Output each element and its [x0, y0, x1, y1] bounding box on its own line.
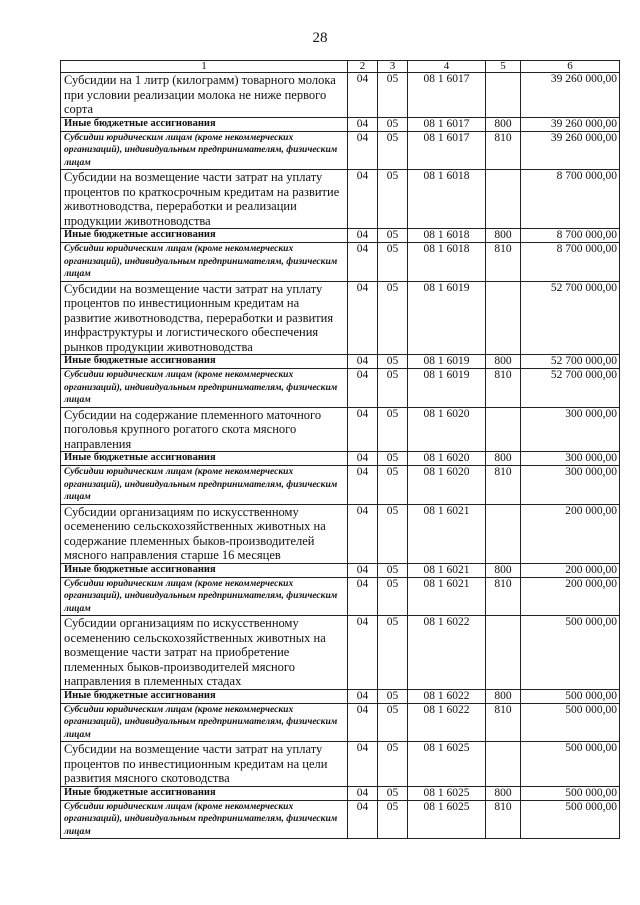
amount-cell: 300 000,00 [521, 452, 620, 466]
subsection-code-cell: 05 [378, 131, 408, 170]
table-row [61, 577, 620, 616]
amount-cell: 500 000,00 [521, 786, 620, 800]
subsection-code-cell: 05 [378, 466, 408, 505]
expense-type-cell: 810 [486, 466, 521, 505]
target-article-cell: 08 1 6019 [408, 355, 486, 369]
row-name-cell: Иные бюджетные ассигнования [61, 563, 348, 577]
subsection-code-cell: 05 [378, 616, 408, 690]
expense-type-cell: 800 [486, 355, 521, 369]
table-row [61, 407, 620, 452]
table-row [61, 504, 620, 563]
target-article-cell: 08 1 6020 [408, 466, 486, 505]
expense-type-cell: 800 [486, 452, 521, 466]
target-article-cell: 08 1 6018 [408, 229, 486, 243]
section-code-cell: 04 [348, 703, 378, 742]
subsection-code-cell: 05 [378, 243, 408, 282]
table-row [61, 616, 620, 690]
expense-type-cell: 800 [486, 229, 521, 243]
target-article-cell: 08 1 6021 [408, 577, 486, 616]
section-code-cell: 04 [348, 369, 378, 408]
amount-cell: 52 700 000,00 [521, 281, 620, 355]
table-row [61, 689, 620, 703]
column-header: 1 [61, 61, 348, 73]
amount-cell: 8 700 000,00 [521, 170, 620, 229]
table-row [61, 355, 620, 369]
row-name-cell: Субсидии организациям по искусственному осеменению сельскохозяйственных животных на возмещение части затрат на приобретение племенных быков-производителей мясного направления в племенных стадах [61, 616, 348, 690]
subsection-code-cell: 05 [378, 355, 408, 369]
table-row [61, 786, 620, 800]
expense-type-cell: 810 [486, 800, 521, 839]
section-code-cell: 04 [348, 800, 378, 839]
expense-type-cell [486, 281, 521, 355]
amount-cell: 8 700 000,00 [521, 243, 620, 282]
table-row [61, 466, 620, 505]
expense-type-cell: 800 [486, 689, 521, 703]
row-name-cell: Иные бюджетные ассигнования [61, 355, 348, 369]
subsection-code-cell: 05 [378, 689, 408, 703]
section-code-cell: 04 [348, 616, 378, 690]
row-name-cell: Субсидии юридическим лицам (кроме некоммерческих организаций), индивидуальным предпринимателям, физическим лицам [61, 800, 348, 839]
section-code-cell: 04 [348, 466, 378, 505]
expense-type-cell: 810 [486, 131, 521, 170]
row-name-cell: Субсидии юридическим лицам (кроме некоммерческих организаций), индивидуальным предпринимателям, физическим лицам [61, 703, 348, 742]
amount-cell: 500 000,00 [521, 689, 620, 703]
subsection-code-cell: 05 [378, 742, 408, 787]
amount-cell: 500 000,00 [521, 703, 620, 742]
subsection-code-cell: 05 [378, 563, 408, 577]
expense-type-cell: 800 [486, 563, 521, 577]
table-row [61, 452, 620, 466]
row-name-cell: Субсидии юридическим лицам (кроме некоммерческих организаций), индивидуальным предпринимателям, физическим лицам [61, 577, 348, 616]
column-header: 2 [348, 61, 378, 73]
row-name-cell: Субсидии на возмещение части затрат на уплату процентов по краткосрочным кредитам на развитие животноводства, переработки и реализации продукции животноводства [61, 170, 348, 229]
amount-cell: 500 000,00 [521, 616, 620, 690]
section-code-cell: 04 [348, 243, 378, 282]
expense-type-cell [486, 170, 521, 229]
subsection-code-cell: 05 [378, 229, 408, 243]
table-row [61, 131, 620, 170]
table-row [61, 369, 620, 408]
amount-cell: 39 260 000,00 [521, 131, 620, 170]
amount-cell: 500 000,00 [521, 800, 620, 839]
amount-cell: 300 000,00 [521, 466, 620, 505]
expense-type-cell [486, 742, 521, 787]
target-article-cell: 08 1 6020 [408, 452, 486, 466]
row-name-cell: Субсидии на содержание племенного маточного поголовья крупного рогатого скота мясного направления [61, 407, 348, 452]
target-article-cell: 08 1 6017 [408, 117, 486, 131]
row-name-cell: Иные бюджетные ассигнования [61, 452, 348, 466]
expense-type-cell [486, 504, 521, 563]
section-code-cell: 04 [348, 563, 378, 577]
section-code-cell: 04 [348, 452, 378, 466]
row-name-cell: Иные бюджетные ассигнования [61, 229, 348, 243]
row-name-cell: Иные бюджетные ассигнования [61, 689, 348, 703]
section-code-cell: 04 [348, 577, 378, 616]
row-name-cell: Субсидии на возмещение части затрат на уплату процентов по инвестиционным кредитам на цели развития мясного скотоводства [61, 742, 348, 787]
subsection-code-cell: 05 [378, 170, 408, 229]
amount-cell: 39 260 000,00 [521, 73, 620, 118]
section-code-cell: 04 [348, 355, 378, 369]
table-row [61, 563, 620, 577]
table-row [61, 117, 620, 131]
subsection-code-cell: 05 [378, 800, 408, 839]
amount-cell: 500 000,00 [521, 742, 620, 787]
amount-cell: 52 700 000,00 [521, 369, 620, 408]
section-code-cell: 04 [348, 229, 378, 243]
amount-cell: 200 000,00 [521, 504, 620, 563]
row-name-cell: Субсидии юридическим лицам (кроме некоммерческих организаций), индивидуальным предпринимателям, физическим лицам [61, 369, 348, 408]
row-name-cell: Иные бюджетные ассигнования [61, 117, 348, 131]
row-name-cell: Субсидии юридическим лицам (кроме некоммерческих организаций), индивидуальным предпринимателям, физическим лицам [61, 131, 348, 170]
target-article-cell: 08 1 6021 [408, 504, 486, 563]
target-article-cell: 08 1 6017 [408, 73, 486, 118]
row-name-cell: Субсидии юридическим лицам (кроме некоммерческих организаций), индивидуальным предпринимателям, физическим лицам [61, 466, 348, 505]
column-header: 5 [486, 61, 521, 73]
table-row [61, 170, 620, 229]
subsection-code-cell: 05 [378, 504, 408, 563]
amount-cell: 8 700 000,00 [521, 229, 620, 243]
section-code-cell: 04 [348, 786, 378, 800]
target-article-cell: 08 1 6022 [408, 689, 486, 703]
table-row [61, 703, 620, 742]
target-article-cell: 08 1 6025 [408, 800, 486, 839]
amount-cell: 52 700 000,00 [521, 355, 620, 369]
subsection-code-cell: 05 [378, 73, 408, 118]
target-article-cell: 08 1 6022 [408, 616, 486, 690]
expense-type-cell: 800 [486, 117, 521, 131]
subsection-code-cell: 05 [378, 369, 408, 408]
section-code-cell: 04 [348, 117, 378, 131]
table-row [61, 229, 620, 243]
row-name-cell: Субсидии юридическим лицам (кроме некоммерческих организаций), индивидуальным предпринимателям, физическим лицам [61, 243, 348, 282]
subsection-code-cell: 05 [378, 786, 408, 800]
table-header-row [61, 61, 620, 73]
budget-table [60, 60, 620, 839]
section-code-cell: 04 [348, 131, 378, 170]
table-row [61, 281, 620, 355]
table-row [61, 243, 620, 282]
expense-type-cell: 810 [486, 577, 521, 616]
expense-type-cell: 810 [486, 703, 521, 742]
section-code-cell: 04 [348, 281, 378, 355]
column-header: 6 [521, 61, 620, 73]
amount-cell: 39 260 000,00 [521, 117, 620, 131]
target-article-cell: 08 1 6025 [408, 786, 486, 800]
subsection-code-cell: 05 [378, 452, 408, 466]
expense-type-cell [486, 73, 521, 118]
subsection-code-cell: 05 [378, 703, 408, 742]
amount-cell: 300 000,00 [521, 407, 620, 452]
amount-cell: 200 000,00 [521, 577, 620, 616]
subsection-code-cell: 05 [378, 407, 408, 452]
row-name-cell: Иные бюджетные ассигнования [61, 786, 348, 800]
budget-table-body [61, 61, 620, 839]
subsection-code-cell: 05 [378, 117, 408, 131]
section-code-cell: 04 [348, 407, 378, 452]
row-name-cell: Субсидии на 1 литр (килограмм) товарного молока при условии реализации молока не ниже первого сорта [61, 73, 348, 118]
expense-type-cell: 800 [486, 786, 521, 800]
column-header: 3 [378, 61, 408, 73]
expense-type-cell [486, 407, 521, 452]
section-code-cell: 04 [348, 689, 378, 703]
section-code-cell: 04 [348, 170, 378, 229]
target-article-cell: 08 1 6019 [408, 369, 486, 408]
target-article-cell: 08 1 6025 [408, 742, 486, 787]
section-code-cell: 04 [348, 73, 378, 118]
row-name-cell: Субсидии организациям по искусственному осеменению сельскохозяйственных животных на содержание племенных быков-производителей мясного направления старше 16 месяцев [61, 504, 348, 563]
page-number: 28 [312, 30, 328, 46]
section-code-cell: 04 [348, 742, 378, 787]
target-article-cell: 08 1 6017 [408, 131, 486, 170]
section-code-cell: 04 [348, 504, 378, 563]
target-article-cell: 08 1 6021 [408, 563, 486, 577]
target-article-cell: 08 1 6018 [408, 170, 486, 229]
target-article-cell: 08 1 6022 [408, 703, 486, 742]
amount-cell: 200 000,00 [521, 563, 620, 577]
target-article-cell: 08 1 6020 [408, 407, 486, 452]
subsection-code-cell: 05 [378, 281, 408, 355]
expense-type-cell [486, 616, 521, 690]
subsection-code-cell: 05 [378, 577, 408, 616]
row-name-cell: Субсидии на возмещение части затрат на уплату процентов по инвестиционным кредитам на развитие животноводства, переработки и развития инфраструктуры и логистического обеспечения рынков продукции животноводства [61, 281, 348, 355]
table-row [61, 73, 620, 118]
target-article-cell: 08 1 6018 [408, 243, 486, 282]
column-header: 4 [408, 61, 486, 73]
expense-type-cell: 810 [486, 369, 521, 408]
table-row [61, 800, 620, 839]
expense-type-cell: 810 [486, 243, 521, 282]
target-article-cell: 08 1 6019 [408, 281, 486, 355]
table-row [61, 742, 620, 787]
